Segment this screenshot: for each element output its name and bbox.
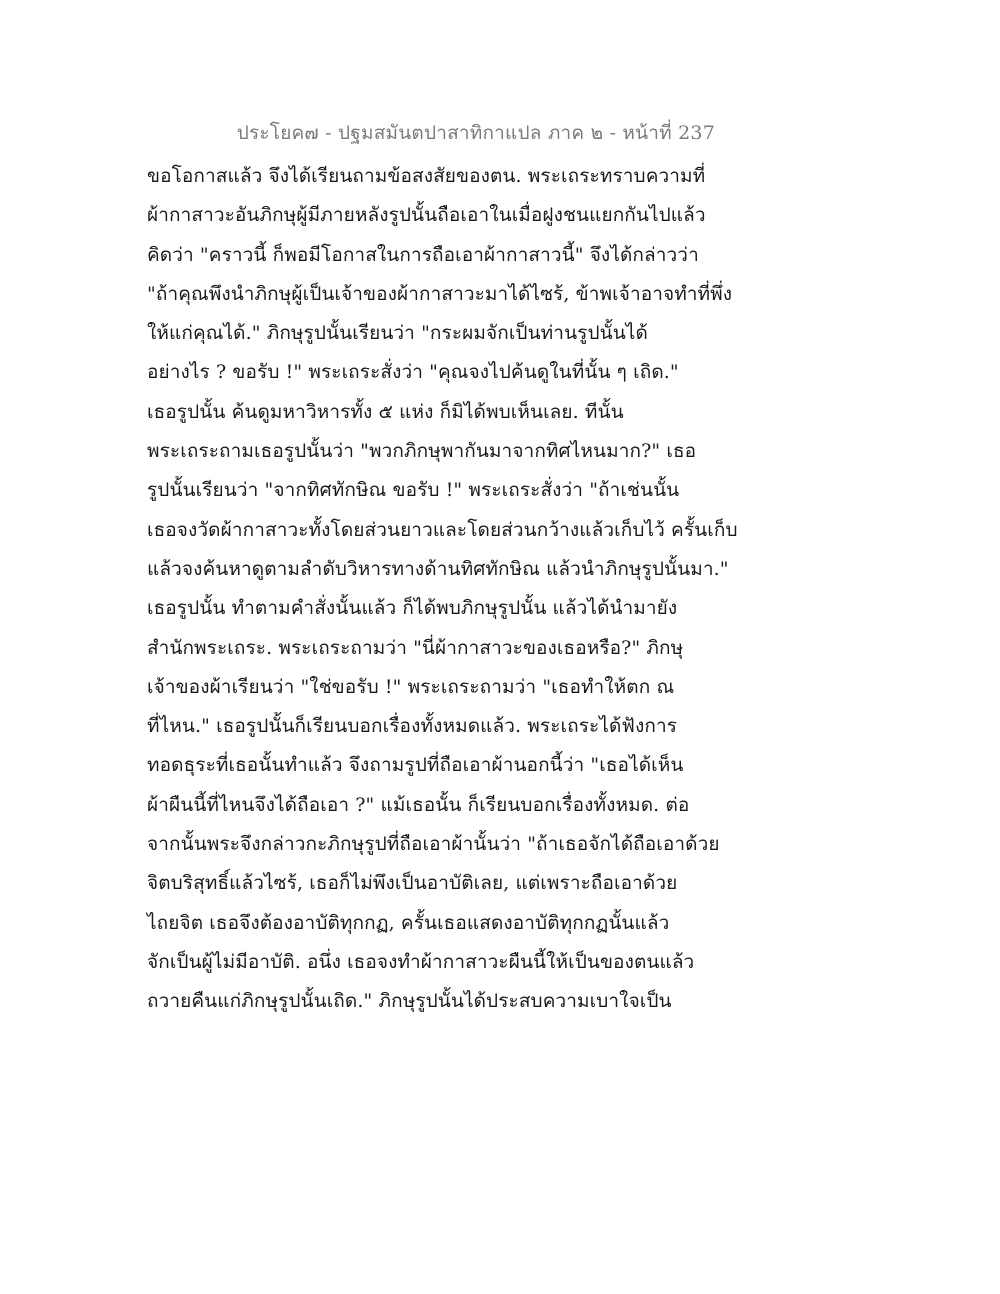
body-text (147, 157, 738, 1022)
text-line: ให้แก่คุณได้." ภิกษุรูปนั้นเรียนว่า "กระผมจักเป็นท่านรูปนั้นได้ (147, 322, 648, 345)
text-line: ที่ไหน." เธอรูปนั้นก็เรียนบอกเรื่องทั้งหมดแล้ว. พระเถระได้ฟังการ (147, 715, 678, 738)
text-line: อย่างไร ? ขอรับ !" พระเถระสั่งว่า "คุณจงไปค้นดูในที่นั้น ๆ เถิด." (147, 361, 679, 384)
text-line: จากนั้นพระจึงกล่าวกะภิกษุรูปที่ถือเอาผ้านั้นว่า "ถ้าเธอจักได้ถือเอาด้วย (147, 833, 720, 856)
text-line: ไถยจิต เธอจึงต้องอาบัติทุกกฏ, ครั้นเธอแสดงอาบัติทุกกฏนั้นแล้ว (147, 911, 670, 934)
text-line: ขอโอกาสแล้ว จึงได้เรียนถามข้อสงสัยของตน. พระเถระทราบความที่ (147, 165, 706, 187)
text-line: เธอจงวัดผ้ากาสาวะทั้งโดยส่วนยาวและโดยส่วนกว้างแล้วเก็บไว้ ครั้นเก็บ (147, 518, 738, 541)
text-line: ถวายคืนแก่ภิกษุรูปนั้นเถิด." ภิกษุรูปนั้นได้ประสบความเบาใจเป็น (147, 990, 672, 1013)
text-line: เจ้าของผ้าเรียนว่า "ใช่ขอรับ !" พระเถระถามว่า "เธอทำให้ตก ณ (147, 675, 675, 698)
text-line: คิดว่า "คราวนี้ ก็พอมีโอกาสในการถือเอาผ้ากาสาวนี้" จึงได้กล่าวว่า (147, 243, 699, 266)
text-line: พระเถระถามเธอรูปนั้นว่า "พวกภิกษุพากันมาจากทิศไหนมาก?" เธอ (147, 440, 697, 463)
text-line: เธอรูปนั้น ค้นดูมหาวิหารทั้ง ๕ แห่ง ก็มิได้พบเห็นเลย. ทีนั้น (147, 400, 624, 423)
text-line: ผ้ากาสาวะอันภิกษุผู้มีภายหลังรูปนั้นถือเอาในเมื่อฝูงชนแยกกันไปแล้ว (147, 204, 706, 227)
text-line: "ถ้าคุณพึงนำภิกษุผู้เป็นเจ้าของผ้ากาสาวะมาได้ไซร้, ข้าพเจ้าอาจทำที่พึ่ง (147, 282, 733, 305)
text-line: แล้วจงค้นหาดูตามลำดับวิหารทางด้านทิศทักษิณ แล้วนำภิกษุรูปนั้นมา." (147, 557, 729, 580)
text-line: เธอรูปนั้น ทำตามคำสั่งนั้นแล้ว ก็ได้พบภิกษุรูปนั้น แล้วได้นำมายัง (147, 597, 678, 620)
text-line: จิตบริสุทธิ์แล้วไซร้, เธอก็ไม่พึงเป็นอาบัติเลย, แต่เพราะถือเอาด้วย (147, 872, 678, 895)
running-header: ประโยค๗ - ปฐมสมันตปาสาทิกาแปล ภาค ๒ - หน้าที่ 237 (236, 122, 715, 144)
text-line: จักเป็นผู้ไม่มีอาบัติ. อนึ่ง เธอจงทำผ้ากาสาวะผืนนี้ให้เป็นของตนแล้ว (147, 950, 695, 973)
text-line: รูปนั้นเรียนว่า "จากทิศทักษิณ ขอรับ !" พระเถระสั่งว่า "ถ้าเช่นนั้น (147, 479, 680, 502)
text-line: ทอดธุระที่เธอนั้นทำแล้ว จึงถามรูปที่ถือเอาผ้านอกนี้ว่า "เธอได้เห็น (147, 754, 684, 777)
text-line: ผ้าผืนนี้ที่ไหนจึงได้ถือเอา ?" แม้เธอนั้น ก็เรียนบอกเรื่องทั้งหมด. ต่อ (147, 793, 690, 816)
text-line: สำนักพระเถระ. พระเถระถามว่า "นี่ผ้ากาสาวะของเธอหรือ?" ภิกษุ (147, 636, 684, 659)
